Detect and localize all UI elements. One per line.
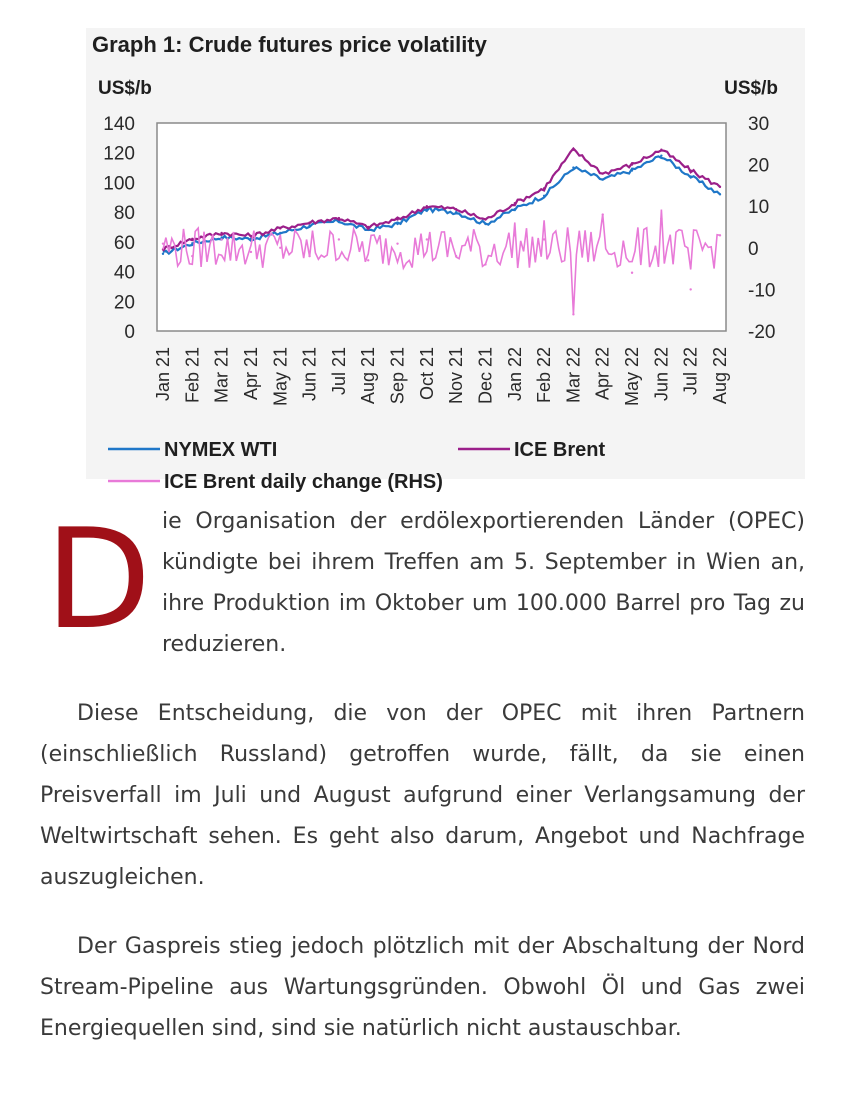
series-point — [191, 238, 193, 240]
drop-cap: D — [45, 499, 152, 660]
x-tick: Mar 21 — [211, 347, 232, 404]
series-point — [426, 238, 428, 240]
x-tick: Nov 21 — [446, 347, 467, 405]
x-tick: Jul 21 — [328, 347, 349, 396]
paragraph-2: Diese Entscheidung, die von der OPEC mit ihren Partnern (einschließlich Russland) getroffen wurde, fällt, da sie einen Preisverfall im Juli und August aufgrund einer Verlangsamung der Weltwirtschaft sehen. Es geht also darum, Angebot und Nachfrage auszugleichen. — [40, 701, 805, 890]
right-axis-unit: US$/b — [724, 78, 778, 99]
series-point — [543, 195, 545, 197]
x-tick: Aug 21 — [358, 347, 379, 405]
series-point — [396, 218, 398, 220]
x-tick: Sep 21 — [387, 347, 408, 405]
y-right-tick: -10 — [748, 280, 776, 302]
x-tick: Dec 21 — [475, 347, 496, 405]
series-point — [455, 211, 457, 213]
chart-legend — [108, 439, 605, 493]
series-point — [572, 166, 574, 168]
series-point — [660, 149, 662, 151]
series-point — [338, 238, 340, 240]
series-point — [367, 259, 369, 261]
series-point — [484, 223, 486, 225]
series-point — [308, 224, 310, 226]
series-point — [162, 253, 164, 255]
series-point — [220, 238, 222, 240]
series-point — [338, 217, 340, 219]
series-point — [602, 172, 604, 174]
series-point — [514, 202, 516, 204]
series-point — [602, 213, 604, 215]
x-tick: Jun 22 — [651, 347, 672, 402]
series-point — [191, 255, 193, 257]
series-point — [631, 169, 633, 171]
series-point — [660, 154, 662, 156]
chart-title: Graph 1: Crude futures price volatility — [92, 32, 487, 57]
series-point — [543, 187, 545, 189]
series-point — [279, 227, 281, 229]
series-point — [689, 175, 691, 177]
series-point — [455, 208, 457, 210]
legend-label: NYMEX WTI — [164, 439, 278, 461]
series-point — [631, 163, 633, 165]
series-point — [514, 208, 516, 210]
paragraph-3: Der Gaspreis stieg jedoch plötzlich mit der Abschaltung der Nord Stream-Pipeline aus Wartungsgründen. Obwohl Öl und Gas zwei Energiequellen sind, sind sie natürlich nicht austauschbar. — [40, 934, 805, 1041]
series-point — [250, 251, 252, 253]
series-point — [396, 223, 398, 225]
legend-label: ICE Brent daily change (RHS) — [164, 471, 443, 493]
y-right-tick: 0 — [748, 238, 759, 260]
series-point — [279, 232, 281, 234]
series-point — [631, 272, 633, 274]
x-tick: Jun 21 — [299, 347, 320, 402]
y-right-tick: 20 — [748, 155, 770, 177]
price-volatility-chart — [86, 28, 805, 493]
plot-frame — [157, 123, 726, 331]
x-tick: Mar 22 — [563, 347, 584, 404]
x-tick: May 21 — [270, 347, 291, 407]
series-point — [162, 242, 164, 244]
series-point — [572, 149, 574, 151]
series-point — [514, 234, 516, 236]
series-point — [660, 217, 662, 219]
y-left-tick: 100 — [103, 173, 135, 195]
legend-label: ICE Brent — [514, 439, 606, 461]
x-tick: Aug 22 — [710, 347, 730, 405]
series-point — [484, 263, 486, 265]
x-tick: Feb 21 — [182, 347, 203, 404]
series-point — [572, 313, 574, 315]
series-point — [689, 288, 691, 290]
series-point — [602, 178, 604, 180]
y-right-tick: 30 — [748, 114, 770, 135]
series-point — [367, 226, 369, 228]
x-tick: Jan 21 — [153, 347, 173, 402]
series-point — [426, 205, 428, 207]
series-point — [308, 255, 310, 257]
y-left-tick: 80 — [113, 203, 135, 225]
series-point — [719, 234, 721, 236]
series-point — [484, 218, 486, 220]
series-point — [455, 255, 457, 257]
y-left-tick: 120 — [103, 143, 135, 165]
y-left-tick: 140 — [103, 114, 135, 135]
x-tick: May 22 — [622, 347, 643, 407]
x-tick: Apr 22 — [592, 347, 613, 401]
y-left-tick: 40 — [113, 262, 135, 284]
series-point — [220, 236, 222, 238]
x-tick: Jul 22 — [680, 347, 701, 396]
x-tick: Oct 21 — [416, 347, 437, 401]
left-axis-unit: US$/b — [98, 78, 152, 99]
chart-figure — [86, 28, 805, 493]
x-tick: Feb 22 — [534, 347, 555, 404]
y-right-tick: -20 — [748, 322, 776, 343]
series-point — [220, 232, 222, 234]
series-point — [396, 242, 398, 244]
series-point — [689, 169, 691, 171]
series-point — [279, 247, 281, 249]
x-tick: Jan 22 — [504, 347, 525, 402]
paragraph-1: ie Organisation der erdölexportierenden Länder (OPEC) kündigte bei ihrem Treffen am 5. September in Wien an, ihre Produktion im Oktober um 100.000 Barrel pro Tag zu reduzieren. — [162, 509, 805, 657]
series-point — [308, 221, 310, 223]
x-tick: Apr 21 — [240, 347, 261, 401]
y-right-tick: 10 — [748, 197, 770, 219]
y-left-tick: 0 — [124, 322, 135, 343]
series-point — [250, 235, 252, 237]
series-point — [543, 238, 545, 240]
series-point — [719, 193, 721, 195]
series-point — [191, 242, 193, 244]
y-left-tick: 60 — [113, 232, 135, 254]
y-left-tick: 20 — [113, 292, 135, 314]
series-point — [719, 186, 721, 188]
